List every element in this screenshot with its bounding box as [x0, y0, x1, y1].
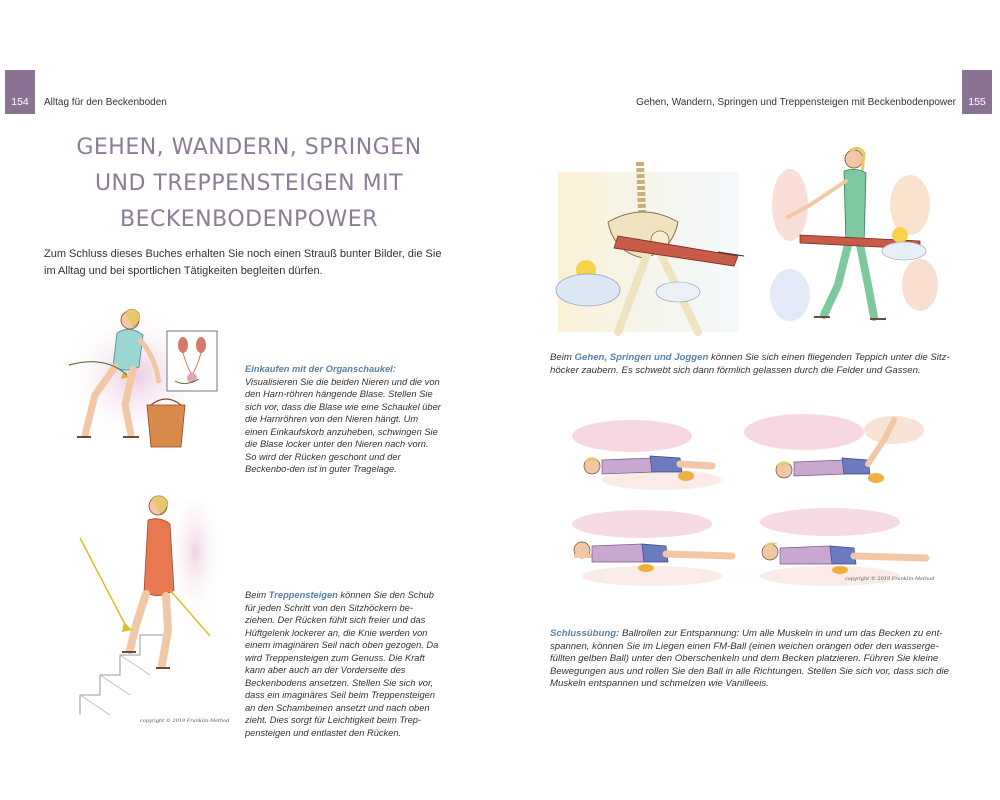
stairs-illustration: [70, 490, 230, 720]
running-head-right: Gehen, Wandern, Springen und Treppensteigen mit Beckenbodenpower: [636, 97, 956, 108]
caption-stairs-text: können Sie den Schub für jeden Schritt von den Sitzhöckern be-ziehen. Der Rücken fühlt sich freier und das Hüftgelenk lockerer an, die Knie werden von einem imaginären Seil nach oben gezogen. Da wird Treppensteigen zum Genuss. Die Kraft kann aber auch an der Vorderseite des Beckenbodens ansetzen. Stellen Sie sich vor, dass ein imaginäres Seil beim Treppensteigen an den Schambeinen ansetzt und nach oben zieht. Dies sorgt für Leichtigkeit beim Trep-pensteigen und entlastet den Rücken.: [245, 590, 439, 738]
page-number-right: [962, 70, 992, 114]
copyright-left: copyright © 2019 Franklin-Method: [140, 718, 230, 724]
caption-walking-text: können Sie sich einen fliegenden Teppich unter die Sitz-höcker zaubern. Es schwebt sich dann förmlich gelassen durch die Felder und Gassen.: [550, 352, 950, 376]
page-number-text: 154: [11, 96, 29, 108]
caption-stairs-prefix: Beim: [245, 590, 269, 600]
caption-final-exercise-text: Ballrollen zur Entspannung: Um alle Muskeln in und um das Becken zu ent-spannen, können Sie im Liegen einen FM-Ball (einen weichen orangen oder den wasserge-füllten gelben Ball) unter den Oberschenkeln und dem Becken platzieren. Führen Sie kleine Bewegungen aus und rollen Sie den Ball in alle Richtungen. Stellen Sie sich vor, dass sich die Muskeln entspannen und schmelzen wie Vanilleeis.: [550, 628, 949, 689]
caption-final-exercise-highlight: Schlussübung:: [550, 628, 620, 639]
caption-shopping: [245, 363, 441, 476]
flying-carpet-pelvis-illustration: [548, 152, 748, 342]
caption-shopping-text: Visualisieren Sie die beiden Nieren und die von den Harn-röhren hängende Blase. Stellen Sie sich vor, dass die Blase wie eine Schaukel über die Harnröhren von den Nieren hängt. Um einen Einkaufskorb anzuheben, schwingen Sie die Blase locker unter den Nieren nach vorn. So wird der Rücken geschont und der Beckenbo-den ist in guter Tragelage.: [245, 376, 441, 474]
copyright-right: copyright © 2019 Franklin-Method: [845, 576, 935, 582]
caption-shopping-highlight: Einkaufen mit der Organschaukel:: [245, 364, 396, 374]
intro-paragraph: Zum Schluss dieses Buches erhalten Sie noch einen Strauß bunter Bilder, die Sie im Alltag und bei sportlichen Tätigkeiten begleiten dürfen.: [44, 248, 442, 277]
caption-stairs: [245, 589, 439, 739]
ball-rolling-illustration-1: [562, 410, 732, 492]
title-line-3: BECKENBODENPOWER: [120, 207, 378, 232]
page-number-left: [5, 70, 35, 114]
caption-stairs-highlight: Treppensteigen: [268, 590, 338, 600]
caption-walking-prefix: Beim: [550, 352, 575, 363]
page-title: [44, 130, 454, 238]
caption-walking: [550, 352, 950, 377]
ball-rolling-illustration-2: [744, 400, 934, 492]
title-line-1: GEHEN, WANDERN, SPRINGEN: [76, 135, 422, 160]
caption-final-exercise: [550, 628, 950, 691]
page-number-text: 155: [968, 96, 986, 108]
running-head-left: Alltag für den Beckenboden: [44, 97, 167, 108]
ball-rolling-illustration-3: [562, 500, 742, 590]
walking-woman-illustration: [770, 145, 940, 335]
caption-walking-highlight: Gehen, Springen und Joggen: [574, 352, 709, 363]
title-line-2: UND TREPPENSTEIGEN MIT: [94, 171, 404, 196]
shopping-illustration: [55, 295, 235, 455]
